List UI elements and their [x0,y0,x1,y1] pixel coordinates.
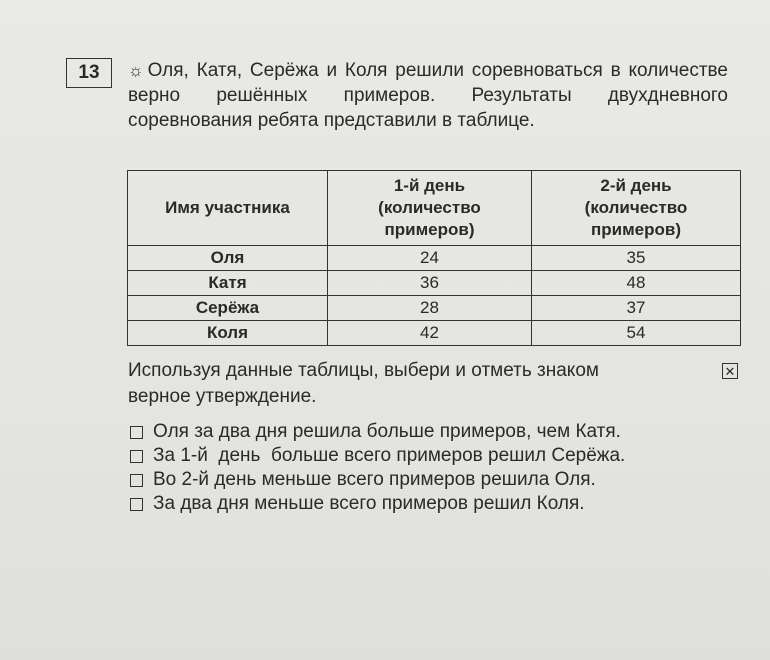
option-1[interactable] [130,420,750,444]
table-header-row [128,171,741,246]
question-line2: верное утверждение. [128,386,317,407]
checkbox-icon[interactable] [130,474,143,487]
participant-name: Катя [128,271,328,296]
task-intro-text: Оля, Катя, Серёжа и Коля решили соревноваться в количестве верно решённых примеров. Результаты двухдневного соревнования ребята представили в таблице. [128,60,728,131]
table-row [128,271,741,296]
checked-box-icon: ✕ [722,363,738,379]
task-number-box: 13 [66,58,112,88]
table-row [128,246,741,271]
day2-value: 37 [532,296,741,321]
participant-name: Серёжа [128,296,328,321]
checkbox-icon[interactable] [130,426,143,439]
day2-value: 48 [532,271,741,296]
results-table [127,170,741,346]
option-2[interactable] [130,444,750,468]
checkbox-icon[interactable] [130,498,143,511]
table-row [128,296,741,321]
option-label: Во 2-й день меньше всего примеров решила Оля. [153,469,596,490]
header-day2-label: 2-й день (количество примеров) [584,176,688,239]
option-label: За 1-й день больше всего примеров решил Серёжа. [153,445,626,466]
header-name: Имя участника [128,171,328,246]
header-day1 [327,171,531,246]
header-day1-label: 1-й день (количество примеров) [378,176,481,239]
header-day2 [532,171,741,246]
task-intro [128,58,728,133]
day1-value: 36 [327,271,531,296]
checkbox-icon[interactable] [130,450,143,463]
day1-value: 42 [327,321,531,346]
option-label: За два дня меньше всего примеров решил Коля. [153,493,585,514]
participant-name: Оля [128,246,328,271]
participant-name: Коля [128,321,328,346]
option-3[interactable] [130,468,750,492]
option-label: Оля за два дня решила больше примеров, чем Катя. [153,421,621,442]
question-line1: Используя данные таблицы, выбери и отметь знаком [128,360,599,381]
sun-icon: ☼ [128,61,144,80]
table-row [128,321,741,346]
day2-value: 54 [532,321,741,346]
question-text [128,358,744,410]
day2-value: 35 [532,246,741,271]
option-4[interactable] [130,492,750,516]
day1-value: 24 [327,246,531,271]
day1-value: 28 [327,296,531,321]
answer-options [130,420,750,516]
